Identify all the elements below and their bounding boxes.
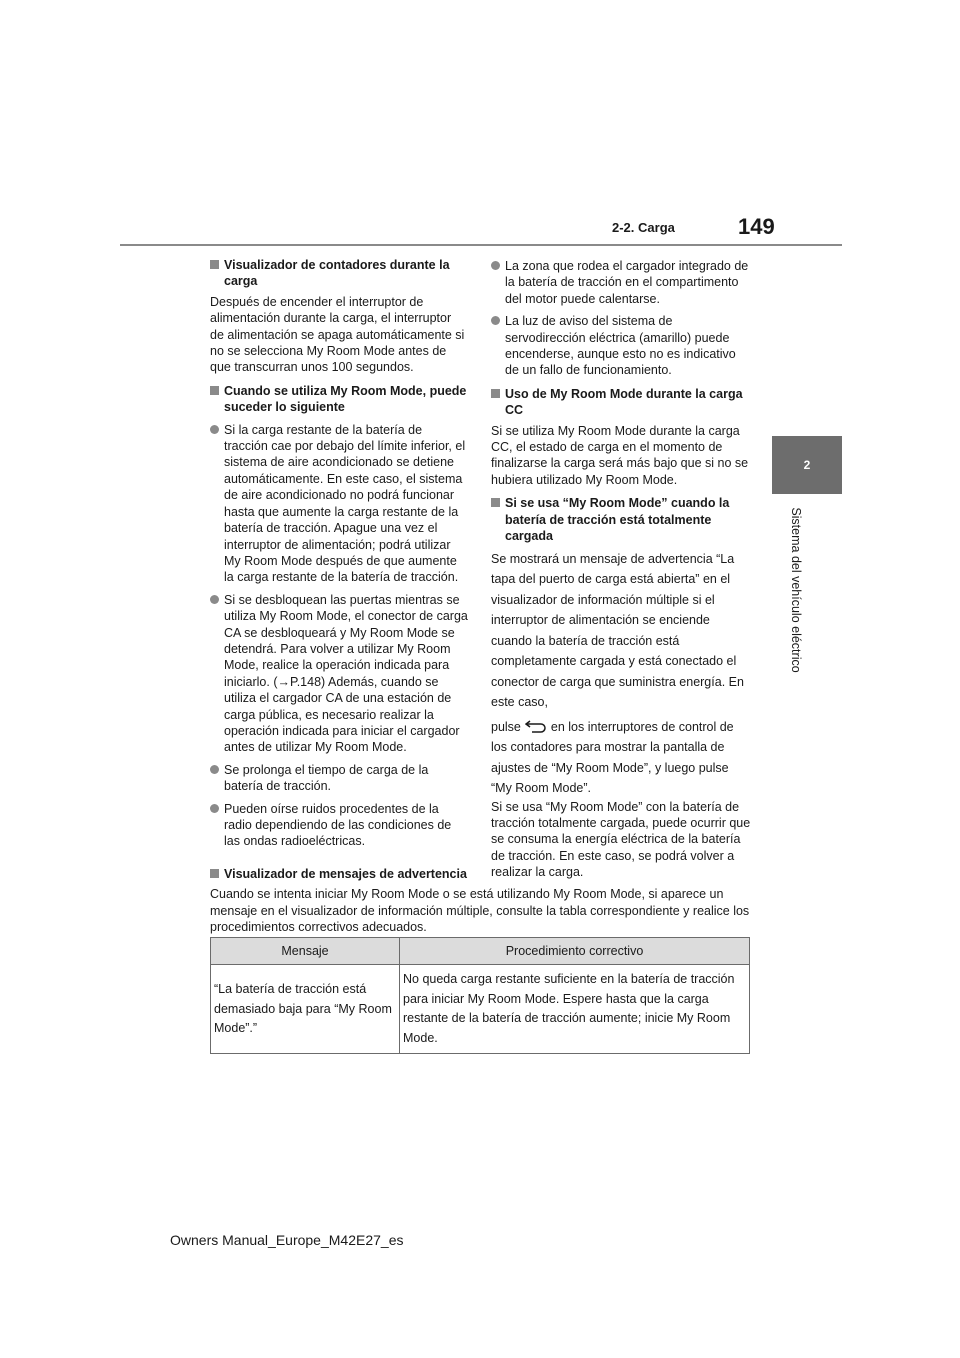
table-row <box>211 965 750 1054</box>
column-header: Mensaje <box>211 938 400 965</box>
heading-my-room-mode-effects: Cuando se utiliza My Room Mode, puede suceder lo siguiente <box>210 383 468 416</box>
text-pulse: pulse <box>491 719 521 734</box>
full-width-section <box>210 866 755 936</box>
chapter-number: 2 <box>803 458 811 472</box>
paragraph: Si se utiliza My Room Mode durante la carga CC, el estado de carga en el momento de finalizarse la carga será más bajo que si no se hubiera utilizado My Room Mode. <box>491 423 749 487</box>
chapter-side-label <box>766 500 826 680</box>
paragraph: Después de encender el interruptor de alimentación durante la carga, el interruptor de alimentación se apaga automáticamente si no se selecciona My Room Mode antes de que transcurran unos 100 segundos. <box>210 294 465 375</box>
table-cell-procedure: No queda carga restante suficiente en la batería de tracción para iniciar My Room Mode. Espere hasta que la carga restante de la batería de tracción aumente; inicie My Room Mode. <box>400 965 750 1054</box>
paragraph: Cuando se intenta iniciar My Room Mode o se está utilizando My Room Mode, si aparece un mensaje en el visualizador de información múltiple, consulte la tabla correspondiente y realice los procedimientos correctivos adecuados. <box>210 887 750 935</box>
chapter-label-text: Sistema del vehículo eléctrico <box>789 507 803 673</box>
heading-dc-charging: Uso de My Room Mode durante la carga CC <box>491 386 751 419</box>
paragraph-with-icon <box>491 717 751 738</box>
heading-fully-charged: Si se usa “My Room Mode” cuando la batería de tracción está totalmente cargada <box>491 495 751 544</box>
heading-warning-messages: Visualizador de mensajes de advertencia <box>210 866 755 882</box>
footer-text: Owners Manual_Europe_M42E27_es <box>170 1232 404 1248</box>
paragraph: Se mostrará un mensaje de advertencia “La tapa del puerto de carga está abierta” en el visualizador de información múltiple si el interruptor de alimentación se enciende cuando la batería de tracción está completamente cargada y está conectado el conector de carga que suministra energía. En este caso, <box>491 551 744 709</box>
bullet-item: Se prolonga el tiempo de carga de la batería de tracción. <box>210 762 468 795</box>
header-divider <box>120 244 842 246</box>
bullet-item: Si se desbloquean las puertas mientras se utiliza My Room Mode, el conector de carga CA se desbloqueará y My Room Mode se detendrá. Para volver a utilizar My Room Mode, realice la operación indicada para iniciarlo. (→P.148) Además, cuando se utiliza el cargador CA de una estación de carga pública, es necesario realizar la operación indicada para iniciar el cargador antes de utilizar My Room Mode. <box>210 592 468 756</box>
table-header-row <box>211 938 750 965</box>
bullet-item: La zona que rodea el cargador integrado de la batería de tracción en el compartimento del motor puede calentarse. <box>491 258 751 307</box>
left-column <box>210 250 468 850</box>
warning-message-table <box>210 937 750 1054</box>
right-column <box>491 250 751 881</box>
column-header: Procedimiento correctivo <box>400 938 750 965</box>
section-title: 2-2. Carga <box>612 220 675 235</box>
table-cell-message: “La batería de tracción está demasiado baja para “My Room Mode”.” <box>211 965 400 1054</box>
page-number: 149 <box>738 214 775 239</box>
back-arrow-icon <box>525 719 547 733</box>
bullet-item: Pueden oírse ruidos procedentes de la radio dependiendo de las condiciones de las ondas radioeléctricas. <box>210 801 468 850</box>
paragraph: Si se usa “My Room Mode” con la batería de tracción totalmente cargada, puede ocurrir que se consuma la energía eléctrica de la batería de tracción. En este caso, se podrá volver a realizar la carga. <box>491 799 751 880</box>
chapter-tab <box>772 436 842 494</box>
paragraph: los contadores para mostrar la pantalla de ajustes de “My Room Mode”, y luego pulse “My Room Mode”. <box>491 740 729 795</box>
bullet-item: Si la carga restante de la batería de tracción cae por debajo del límite inferior, el sistema de aire acondicionado se detiene automáticamente. En este caso, el sistema de aire acondicionado no podrá funcionar hasta que aumente la carga restante de la batería de tracción. Apague una vez el interruptor de alimentación; podrá utilizar My Room Mode después de que aumente la carga restante de la batería de tracción. <box>210 422 468 586</box>
text-after-icon: en los interruptores de control de <box>550 719 734 734</box>
bullet-item: La luz de aviso del sistema de servodirección eléctrica (amarillo) puede encenderse, aunque esto no es indicativo de un fallo de funcionamiento. <box>491 313 751 379</box>
heading-meter-display: Visualizador de contadores durante la carga <box>210 257 468 290</box>
